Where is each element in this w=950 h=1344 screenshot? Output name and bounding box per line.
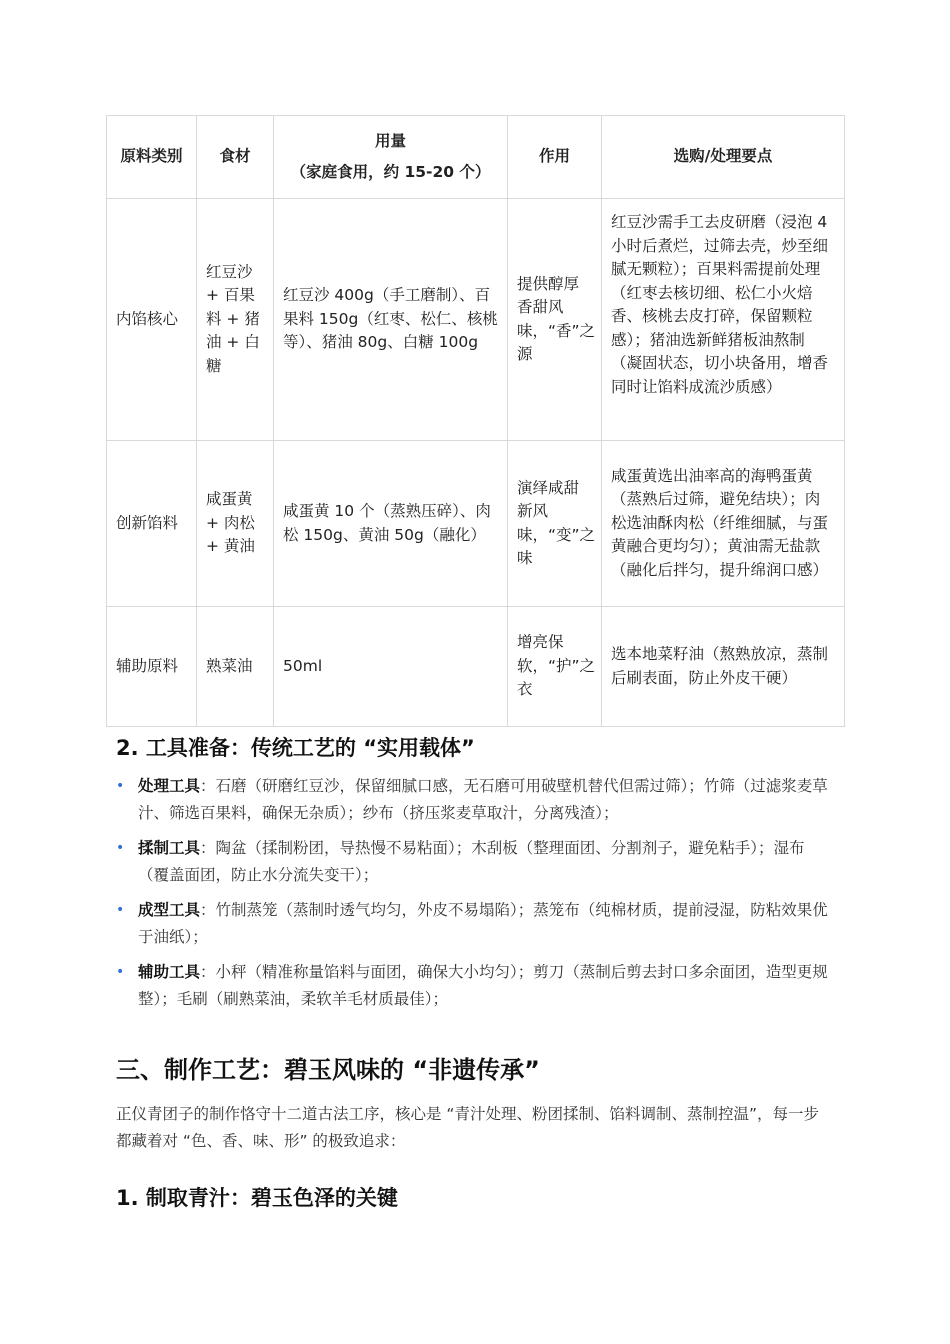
tool-text: ：石磨（研磨红豆沙，保留细腻口感，无石磨可用破壁机替代但需过筛）；竹筛（过滤浆麦草汁、筛选百果料，确保无杂质）；纱布（挤压浆麦草取汁，分离残渣）； xyxy=(138,777,828,822)
tool-text: ：竹制蒸笼（蒸制时透气均匀，外皮不易塌陷）；蒸笼布（纯棉材质，提前浸湿，防粘效果优于油纸）； xyxy=(138,901,828,946)
table-row xyxy=(107,607,845,727)
header-category: 原料类别 xyxy=(107,116,197,199)
list-item xyxy=(116,897,832,951)
tool-label: 揉制工具 xyxy=(138,839,201,857)
bullet-icon: • xyxy=(116,964,125,980)
table-row xyxy=(107,441,845,607)
header-amount-line1: 用量 xyxy=(374,131,406,150)
process-intro: 正仪青团子的制作恪守十二道古法工序，核心是 “青汁处理、粉团揉制、馅料调制、蒸制控温”，每一步都藏着对 “色、香、味、形” 的极致追求： xyxy=(116,1105,819,1150)
tool-label: 成型工具 xyxy=(138,901,201,919)
cell-tips: 红豆沙需手工去皮研磨（浸泡 4 小时后煮烂，过筛去壳，炒至细腻无颗粒）；百果料需提前处理（红枣去核切细、松仁小火焙香、核桃去皮打碎，保留颗粒感）；猪油选新鲜猪板油熬制（凝固状态，切小块备用，增香同时让馅料成流沙质感） xyxy=(602,199,845,441)
tool-text: ：陶盆（揉制粉团，导热慢不易粘面）；木刮板（整理面团、分割剂子，避免粘手）；湿布（覆盖面团，防止水分流失变干）； xyxy=(138,839,805,884)
cell-role: 增亮保软，“护”之衣 xyxy=(508,607,602,727)
process-subtitle: 1. 制取青汁：碧玉色泽的关键 xyxy=(116,1186,398,1210)
cell-category: 辅助原料 xyxy=(107,607,197,727)
header-amount xyxy=(274,116,508,199)
tools-section-title: 2. 工具准备：传统工艺的 “实用载体” xyxy=(116,736,475,760)
list-item xyxy=(116,959,832,1013)
cell-ingredient: 熟菜油 xyxy=(197,607,274,727)
tool-label: 辅助工具 xyxy=(138,963,201,981)
tool-text: ：小秤（精准称量馅料与面团，确保大小均匀）；剪刀（蒸制后剪去封口多余面团，造型更规整）；毛刷（刷熟菜油，柔软羊毛材质最佳）； xyxy=(138,963,828,1008)
cell-amount: 红豆沙 400g（手工磨制）、百果料 150g（红枣、松仁、核桃等）、猪油 80g、白糖 100g xyxy=(274,199,508,441)
cell-category: 创新馅料 xyxy=(107,441,197,607)
cell-tips: 咸蛋黄选出油率高的海鸭蛋黄（蒸熟后过筛，避免结块）；肉松选油酥肉松（纤维细腻，与蛋黄融合更均匀）；黄油需无盐款（融化后拌匀，提升绵润口感） xyxy=(602,441,845,607)
cell-amount: 咸蛋黄 10 个（蒸熟压碎）、肉松 150g、黄油 50g（融化） xyxy=(274,441,508,607)
cell-tips: 选本地菜籽油（熬熟放凉，蒸制后刷表面，防止外皮干硬） xyxy=(602,607,845,727)
header-ingredient: 食材 xyxy=(197,116,274,199)
bullet-icon: • xyxy=(116,840,125,856)
ingredients-table xyxy=(106,115,845,727)
cell-role: 提供醇厚香甜风味，“香”之源 xyxy=(508,199,602,441)
list-item xyxy=(116,835,832,889)
header-amount-line2: （家庭食用，约 15-20 个） xyxy=(290,163,491,181)
table-row xyxy=(107,199,845,441)
table-header-row xyxy=(107,116,845,199)
bullet-icon: • xyxy=(116,902,125,918)
header-tips: 选购/处理要点 xyxy=(602,116,845,199)
header-role: 作用 xyxy=(508,116,602,199)
tool-label: 处理工具 xyxy=(138,777,201,795)
cell-role: 演绎咸甜新风味，“变”之味 xyxy=(508,441,602,607)
cell-ingredient: 咸蛋黄 + 肉松 + 黄油 xyxy=(197,441,274,607)
process-section-title: 三、制作工艺：碧玉风味的 “非遗传承” xyxy=(116,1056,540,1084)
tools-list xyxy=(116,773,832,1021)
cell-category: 内馅核心 xyxy=(107,199,197,441)
bullet-icon: • xyxy=(116,778,125,794)
cell-amount: 50ml xyxy=(274,607,508,727)
list-item xyxy=(116,773,832,827)
cell-ingredient: 红豆沙 + 百果料 + 猪油 + 白糖 xyxy=(197,199,274,441)
